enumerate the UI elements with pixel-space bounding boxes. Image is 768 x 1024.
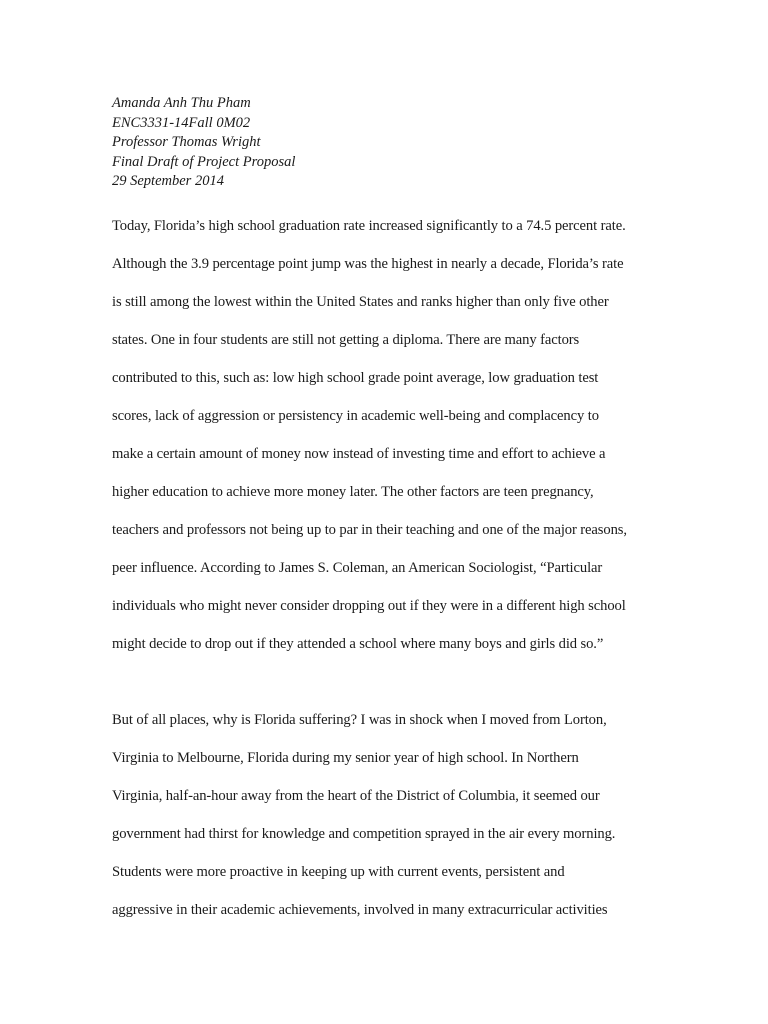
- text-line: scores, lack of aggression or persistency in academic well-being and complacency to: [112, 408, 599, 424]
- text-line: Virginia to Melbourne, Florida during my senior year of high school. In Northern: [112, 750, 579, 766]
- text-line: individuals who might never consider dropping out if they were in a different high school: [112, 598, 626, 614]
- course-code: ENC3331-14Fall 0M02: [112, 114, 251, 131]
- text-line: states. One in four students are still not getting a diploma. There are many factors: [112, 332, 580, 348]
- text-line: might decide to drop out if they attended a school where many boys and girls did so.”: [112, 636, 604, 652]
- text-line: government had thirst for knowledge and competition sprayed in the air every morning.: [112, 826, 616, 842]
- text-line: But of all places, why is Florida suffering? I was in shock when I moved from Lorton,: [112, 712, 607, 728]
- text-line: is still among the lowest within the United States and ranks higher than only five other: [112, 294, 609, 310]
- text-line: Students were more proactive in keeping up with current events, persistent and: [112, 864, 565, 880]
- text-line: peer influence. According to James S. Coleman, an American Sociologist, “Particular: [112, 560, 603, 576]
- author-name: Amanda Anh Thu Pham: [112, 95, 251, 111]
- text-line: Although the 3.9 percentage point jump was the highest in nearly a decade, Florida’s rate: [112, 256, 624, 272]
- text-line: contributed to this, such as: low high school grade point average, low graduation test: [112, 370, 599, 386]
- document-heading: [112, 94, 295, 192]
- text-line: Today, Florida’s high school graduation rate increased significantly to a 74.5 percent rate.: [112, 218, 626, 234]
- professor-name: Professor Thomas Wright: [112, 134, 261, 150]
- document-date: 29 September 2014: [112, 173, 224, 189]
- text-line: make a certain amount of money now instead of investing time and effort to achieve a: [112, 446, 606, 462]
- text-line: teachers and professors not being up to par in their teaching and one of the major reasons,: [112, 522, 627, 538]
- text-line: higher education to achieve more money later. The other factors are teen pregnancy,: [112, 484, 594, 500]
- text-line: aggressive in their academic achievements, involved in many extracurricular activities: [112, 902, 608, 918]
- document-title: Final Draft of Project Proposal: [112, 153, 296, 170]
- text-line: Virginia, half-an-hour away from the heart of the District of Columbia, it seemed our: [112, 788, 600, 804]
